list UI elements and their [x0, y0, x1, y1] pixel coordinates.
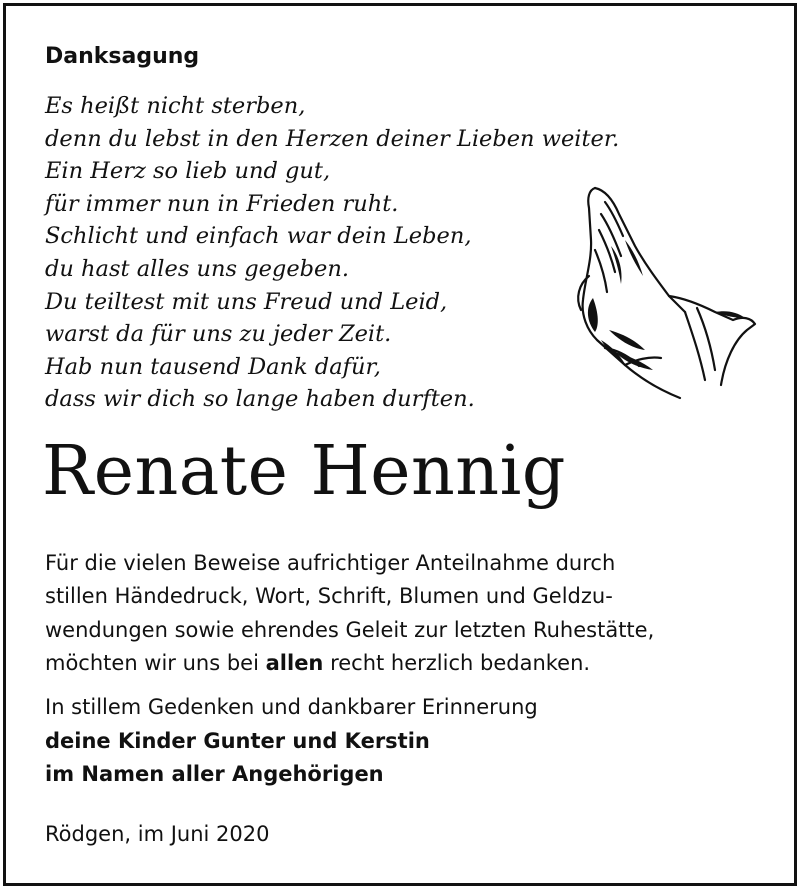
deceased-name: Renate Hennig: [42, 432, 566, 511]
thanks-paragraph: [45, 547, 654, 680]
notice-heading: Danksagung: [45, 44, 200, 69]
poem-line: dass wir dich so lange haben durften.: [45, 386, 475, 413]
thanks-line: [45, 647, 654, 680]
thanks-line: Für die vielen Beweise aufrichtiger Anteilnahme durch: [45, 551, 616, 575]
closing-block: [45, 691, 538, 792]
signatories-note: im Namen aller Angehörigen: [45, 762, 384, 786]
poem-line: für immer nun in Frieden ruht.: [45, 190, 399, 217]
poem-line: Ein Herz so lieb und gut,: [45, 158, 331, 185]
poem-line: Hab nun tausend Dank dafür,: [45, 353, 381, 380]
poem-line: Es heißt nicht sterben,: [45, 93, 306, 119]
praying-hands-icon: [565, 180, 760, 405]
poem: [45, 90, 619, 416]
thanks-text: möchten wir uns bei: [45, 650, 266, 675]
thanks-emphasis: allen: [265, 650, 324, 675]
thanks-line: stillen Händedruck, Wort, Schrift, Blumen und Geldzu-: [45, 584, 613, 609]
closing-line: In stillem Gedenken und dankbarer Erinnerung: [45, 695, 538, 719]
poem-line: denn du lebst in den Herzen deiner Lieben weiter.: [45, 125, 620, 152]
poem-line: Du teiltest mit uns Freud und Leid,: [45, 288, 448, 315]
thanks-line: wendungen sowie ehrendes Geleit zur letzten Ruhestätte,: [45, 617, 655, 642]
poem-line: du hast alles uns gegeben.: [45, 255, 349, 282]
thanks-text: recht herzlich bedanken.: [323, 650, 591, 675]
place-date: Rödgen, im Juni 2020: [45, 822, 270, 846]
poem-line: Schlicht und einfach war dein Leben,: [45, 223, 472, 250]
poem-line: warst da für uns zu jeder Zeit.: [45, 321, 392, 348]
signatories: deine Kinder Gunter und Kerstin: [45, 728, 430, 753]
